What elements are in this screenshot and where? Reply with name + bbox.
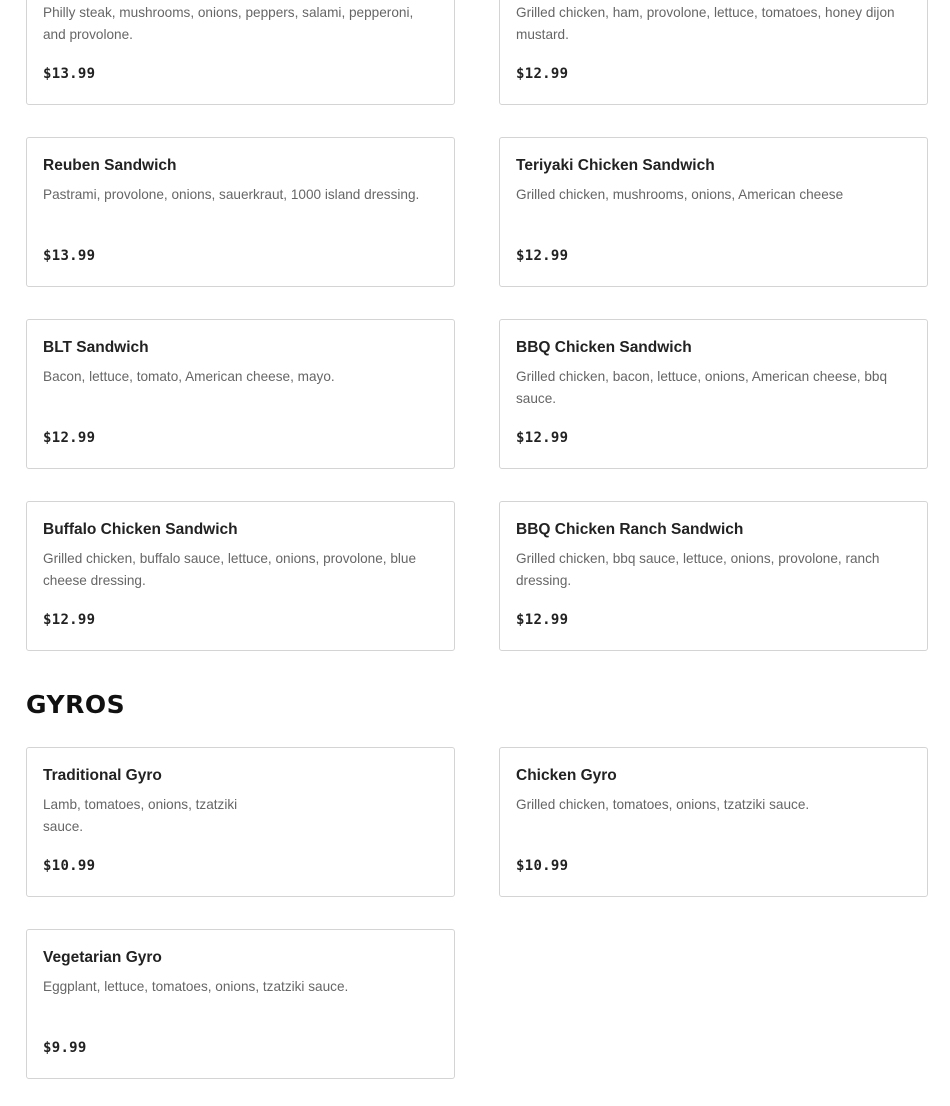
menu-item-description: Grilled chicken, buffalo sauce, lettuce, onions, provolone, blue cheese dressing. [43, 551, 417, 588]
menu-item-description: Grilled chicken, bbq sauce, lettuce, onions, provolone, ranch dressing. [516, 551, 880, 588]
menu-item-description: Pastrami, provolone, onions, sauerkraut, 1000 island dressing. [43, 187, 420, 202]
menu-item-card[interactable] [499, 501, 928, 651]
menu-item-description: Grilled chicken, tomatoes, onions, tzatziki sauce. [516, 797, 810, 812]
menu-item-name: Reuben Sandwich [43, 157, 177, 174]
menu-item-price: $9.99 [43, 1040, 87, 1056]
menu-item-description: Eggplant, lettuce, tomatoes, onions, tzatziki sauce. [43, 979, 349, 994]
menu-item-price: $12.99 [516, 430, 569, 446]
menu-item-description: Grilled chicken, bacon, lettuce, onions, American cheese, bbq sauce. [516, 369, 888, 406]
menu-item-card[interactable] [26, 929, 455, 1079]
menu-item-description: Grilled chicken, mushrooms, onions, American cheese [516, 187, 844, 202]
menu-item-card[interactable] [26, 319, 455, 469]
menu-item-card[interactable] [26, 0, 455, 105]
menu-item-card[interactable] [26, 137, 455, 287]
menu-item-name: Buffalo Chicken Sandwich [43, 521, 238, 538]
menu-item-name: Teriyaki Chicken Sandwich [516, 157, 715, 174]
menu-item-name: BLT Sandwich [43, 339, 149, 356]
gyros-menu-grid [26, 747, 928, 1079]
section-title-gyros: GYROS [26, 690, 126, 719]
menu-item-price: $13.99 [43, 66, 96, 82]
sandwiches-menu-grid [26, 0, 928, 651]
menu-item-price: $12.99 [516, 612, 569, 628]
menu-item-card[interactable] [499, 0, 928, 105]
menu-item-description: Bacon, lettuce, tomato, American cheese, mayo. [43, 369, 335, 384]
menu-item-price: $12.99 [43, 612, 96, 628]
menu-item-card[interactable] [26, 747, 455, 897]
menu-item-name: Traditional Gyro [43, 767, 162, 784]
menu-item-price: $12.99 [43, 430, 96, 446]
menu-item-description: Philly steak, mushrooms, onions, peppers, salami, pepperoni, and provolone. [43, 5, 414, 42]
menu-item-card[interactable] [499, 137, 928, 287]
menu-item-price: $12.99 [516, 66, 569, 82]
menu-item-description: Lamb, tomatoes, onions, tzatziki sauce. [43, 797, 238, 834]
menu-item-card[interactable] [499, 747, 928, 897]
menu-item-name: BBQ Chicken Sandwich [516, 339, 692, 356]
menu-item-description: Grilled chicken, ham, provolone, lettuce, tomatoes, honey dijon mustard. [516, 5, 895, 42]
menu-item-card[interactable] [499, 319, 928, 469]
menu-item-price: $10.99 [516, 858, 569, 874]
menu-item-name: BBQ Chicken Ranch Sandwich [516, 521, 744, 538]
menu-item-card[interactable] [26, 501, 455, 651]
menu-item-price: $13.99 [43, 248, 96, 264]
menu-item-price: $10.99 [43, 858, 96, 874]
menu-item-price: $12.99 [516, 248, 569, 264]
menu-item-name: Chicken Gyro [516, 767, 617, 784]
menu-item-name: Vegetarian Gyro [43, 949, 162, 966]
